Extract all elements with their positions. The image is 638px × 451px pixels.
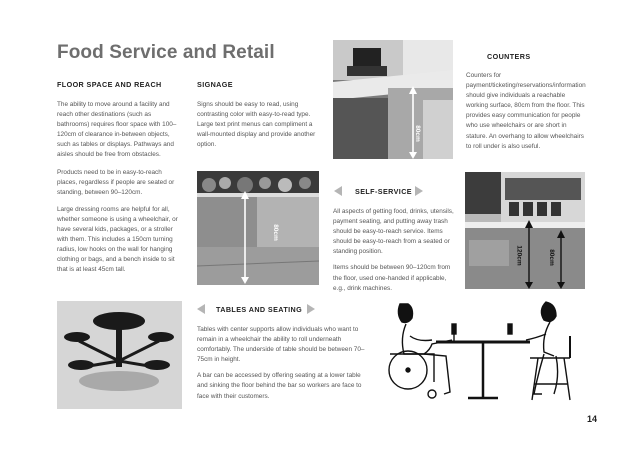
- floor-space-section: [57, 100, 182, 276]
- signage-paragraph: Signs should be easy to read, using contrasting color with easy-to-read type. Large text print menus can compliment a wall-mounted display and provide another option.: [197, 101, 316, 149]
- self-service-paragraph-1: All aspects of getting food, drinks, utensils, payment seating, and putting away trash should be easy-to-reach service. Items should be easy-to-reach from a seated or standing position.: [333, 208, 454, 256]
- tables-paragraph-1: Tables with center supports allow individuals who want to remain in a wheelchair the ability to roll underneath comfortably. The underside of table should be between 70–75cm in height.: [197, 326, 365, 364]
- signage-section: [197, 100, 319, 150]
- tables-section: [197, 325, 369, 402]
- shelf-illustration: [197, 171, 319, 285]
- self-service-section: [333, 207, 457, 294]
- floor-space-paragraph-2: Products need to be in easy-to-reach places, regardless if people are seated or standing, between 90–120cm.: [57, 168, 175, 196]
- picnic-table-photo: [57, 301, 182, 409]
- drinks-right-measure-label: 80cm: [547, 249, 555, 266]
- drink-machine-photo: [465, 172, 585, 289]
- self-service-left-arrow-icon: [334, 186, 342, 196]
- self-service-heading: SELF-SERVICE: [355, 187, 412, 196]
- drink-machine-illustration: [465, 172, 585, 289]
- self-service-paragraph-2: Items should be between 90–120cm from the floor, used one-handed if applicable, e.g., drink machines.: [333, 264, 451, 292]
- shelf-measure-label: 80cm: [271, 224, 279, 241]
- floor-space-paragraph-1: The ability to move around a facility and reach other destinations (such as bathrooms) requires floor space with 100–120cm of clearance in-between objects, such as tables or displays. Pathways and aisles should be free from obstacles.: [57, 101, 177, 159]
- signage-heading: SIGNAGE: [197, 80, 233, 89]
- tables-paragraph-2: A bar can be accessed by offering seating at a lower table and sinking the floor behind the bar so workers are face to face with their customers.: [197, 372, 362, 400]
- shelf-photo: [197, 171, 319, 285]
- picnic-table-illustration: [57, 301, 182, 409]
- self-service-right-arrow-icon: [415, 186, 423, 196]
- page-title: Food Service and Retail: [57, 42, 275, 63]
- counter-photo: [333, 40, 453, 159]
- bar-seating-illustration: [380, 296, 586, 404]
- floor-space-paragraph-3: Large dressing rooms are helpful for all, whether someone is using a wheelchair, or have several kids, packages, or a stroller with them. This includes a 150cm turning radius, low hooks on the wall for hanging clothing or bags, and a bench inside to sit that is at least 45cm tall.: [57, 205, 178, 274]
- drinks-left-measure-label: 120cm: [515, 245, 523, 266]
- tables-heading: TABLES AND SEATING: [216, 305, 303, 314]
- tables-left-arrow-icon: [197, 304, 205, 314]
- floor-space-heading: FLOOR SPACE AND REACH: [57, 80, 162, 89]
- tables-right-arrow-icon: [307, 304, 315, 314]
- counter-measure-label: 80cm: [413, 125, 421, 142]
- counters-paragraph: Counters for payment/ticketing/reservations/information should give individuals a reachable working surface, 80cm from the floor. This provides easy communication for people who use wheelchairs or are short in stature. An overhang to allow wheelchairs to roll under is also useful.: [466, 72, 586, 150]
- wheelchair-bar-drawing: [380, 296, 586, 404]
- counters-section: [466, 71, 586, 152]
- counters-heading: COUNTERS: [487, 52, 531, 61]
- counter-illustration: [333, 40, 453, 159]
- page-number: 14: [587, 414, 598, 424]
